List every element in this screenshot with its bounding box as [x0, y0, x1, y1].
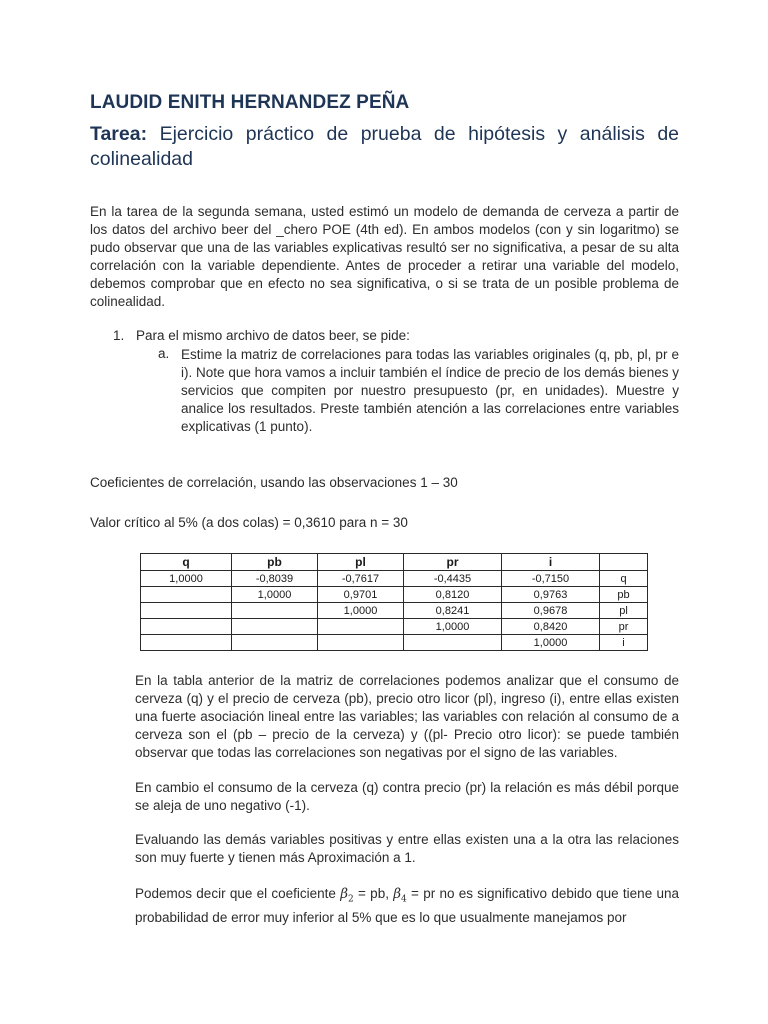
table-row [141, 571, 648, 587]
table-cell [141, 603, 232, 619]
table-cell: 1,0000 [141, 571, 232, 587]
beta-4-symbol [393, 886, 407, 905]
table-cell: pl [600, 603, 648, 619]
table-cell [232, 635, 318, 651]
table-row [141, 635, 648, 651]
table-row [141, 619, 648, 635]
beta-subscript: 4 [401, 894, 407, 905]
beta-2-symbol [340, 886, 354, 905]
table-cell: 0,9763 [502, 587, 600, 603]
beta-symbol: β [393, 886, 402, 902]
author-name: LAUDID ENITH HERNANDEZ PEÑA [90, 92, 410, 113]
table-cell: q [600, 571, 648, 587]
table-cell: pr [600, 619, 648, 635]
intro-paragraph: En la tarea de la segunda semana, usted estimó un modelo de demanda de cerveza a partir de los datos del archivo beer del _chero POE (4th ed). En ambos modelos (con y sin logaritmo) se pudo observar que una de las variables explicativas resultó ser no significativa, a pesar de su alta correlación con la variable dependiente. Antes de proceder a retirar una variable del modelo, debemos comprobar que en efecto no sea significativa, o si se trata de un posible problema de colinealidad. [90, 204, 679, 309]
table-cell [232, 619, 318, 635]
table-cell [232, 603, 318, 619]
table-cell [318, 619, 404, 635]
table-cell: -0,8039 [232, 571, 318, 587]
list-item-1: Para el mismo archivo de datos beer, se pide: [136, 328, 410, 343]
correlation-table [140, 553, 648, 651]
table-cell [141, 635, 232, 651]
table-row [141, 603, 648, 619]
table-cell: 1,0000 [502, 635, 600, 651]
table-header: pr [404, 554, 502, 571]
table-cell: -0,7150 [502, 571, 600, 587]
table-header: i [502, 554, 600, 571]
task-heading [90, 122, 679, 172]
beta-subscript: 2 [348, 894, 354, 905]
correlation-caption: Coeficientes de correlación, usando las observaciones 1 – 30 [90, 475, 458, 490]
table-header: pl [318, 554, 404, 571]
task-title: Ejercicio práctico de prueba de hipótesis y análisis de colinealidad [90, 123, 680, 170]
paragraph-text: = pr no es significativo debido que tiene una probabilidad de error muy inferior al 5% que es lo que usualmente manejamos por [135, 886, 679, 925]
table-cell [404, 635, 502, 651]
table-cell: 1,0000 [404, 619, 502, 635]
table-row [141, 587, 648, 603]
table-cell [141, 587, 232, 603]
list-item-a: Estime la matriz de correlaciones para todas las variables originales (q, pb, pl, pr e i). Note que hora vamos a incluir también el índice de precio de los demás bienes y servicios que compiten por nuestro presupuesto (pr, en unidades). Muestre y analice los resultados. Preste también atención a las correlaciones entre variables explicativas (1 punto). [181, 347, 679, 434]
table-cell: i [600, 635, 648, 651]
table-cell: 0,9701 [318, 587, 404, 603]
table-header [600, 554, 648, 571]
analysis-paragraph-1: En la tabla anterior de la matriz de correlaciones podemos analizar que el consumo de cerveza (q) y el precio de cerveza (pb), precio otro licor (pl), ingreso (i), entre ellas existen una fuerte asociación lineal entre las variables; las variables con relación al consumo de a cerveza son el (pb – precio de la cerveza) y ((pl- Precio otro licor): se puede también observar que todas las correlaciones son negativas por el signo de las variables. [135, 673, 679, 760]
critical-value-line: Valor crítico al 5% (a dos colas) = 0,3610 para n = 30 [90, 515, 408, 530]
table-cell: pb [600, 587, 648, 603]
list-marker-1: 1. [113, 328, 125, 343]
table-cell: 1,0000 [318, 603, 404, 619]
table-cell: -0,7617 [318, 571, 404, 587]
table-cell: 0,8241 [404, 603, 502, 619]
analysis-paragraph-3: Evaluando las demás variables positivas y entre ellas existen una a la otra las relaciones son muy fuerte y tienen más Aproximación a 1. [135, 832, 679, 865]
analysis-paragraph-2: En cambio el consumo de la cerveza (q) contra precio (pr) la relación es más débil porque se aleja de uno negativo (-1). [135, 780, 679, 813]
table-header: pb [232, 554, 318, 571]
table-cell [318, 635, 404, 651]
table-header: q [141, 554, 232, 571]
table-cell [141, 619, 232, 635]
table-cell: 0,8420 [502, 619, 600, 635]
table-cell: 0,8120 [404, 587, 502, 603]
beta-symbol: β [340, 886, 349, 902]
table-header-row [141, 554, 648, 571]
analysis-paragraph-4 [135, 885, 679, 927]
paragraph-text: Podemos decir que el coeficiente [135, 886, 336, 901]
task-label: Tarea: [90, 123, 148, 145]
table-cell: 0,9678 [502, 603, 600, 619]
table-cell: -0,4435 [404, 571, 502, 587]
table-cell: 1,0000 [232, 587, 318, 603]
paragraph-text: = pb, [353, 886, 389, 901]
list-marker-a: a. [158, 346, 170, 361]
